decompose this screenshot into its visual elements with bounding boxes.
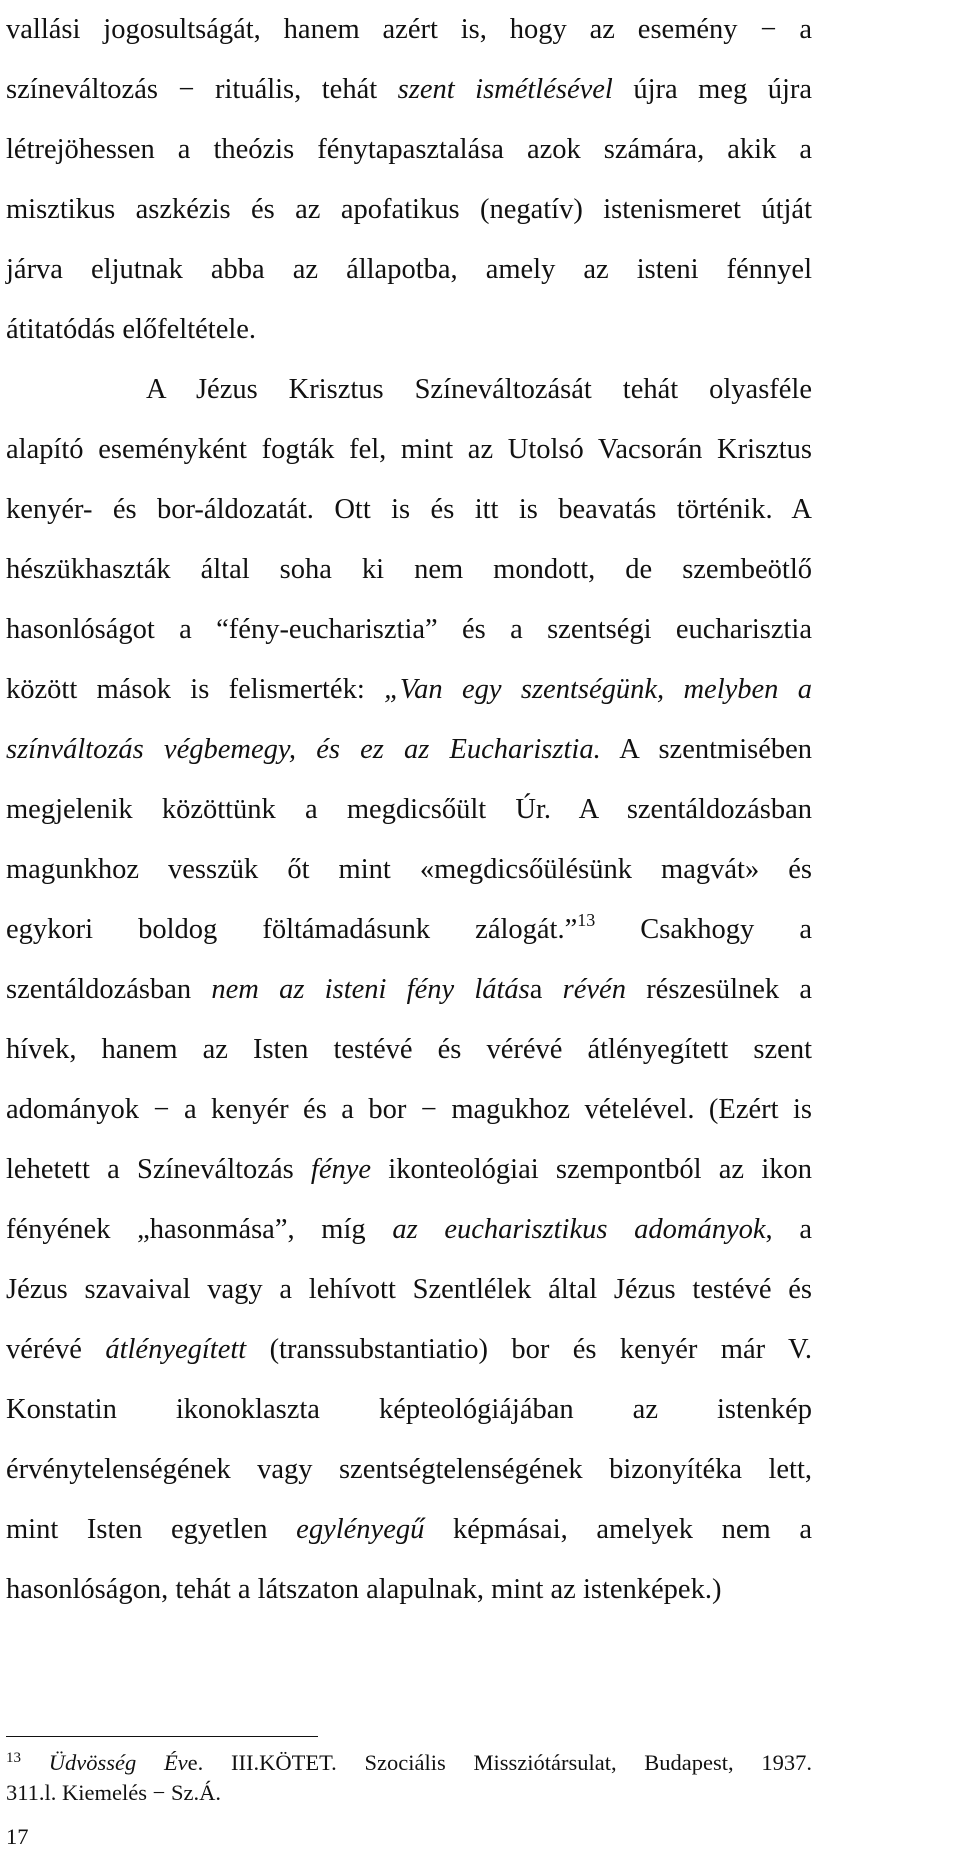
text-line xyxy=(6,780,812,840)
page-number: 17 xyxy=(6,1824,29,1849)
italic-text-run: Üdvösség Év xyxy=(48,1750,188,1775)
footnote-separator xyxy=(6,1736,318,1737)
text-run: ikonteológiai szempontból az ikon xyxy=(371,1154,812,1185)
text-run: részesülnek a xyxy=(625,974,813,1005)
text-run: járva eljutnak abba az állapotba, amely az isteni fénnyel xyxy=(6,254,812,285)
text-run: kenyér- és bor-áldozatát. Ott is és itt is beavatás történik. A xyxy=(6,494,812,525)
text-run: hasonlóságot a “fény-eucharisztia” és a szentségi eucharisztia xyxy=(6,614,812,645)
text-line xyxy=(146,360,812,420)
italic-text-run: szent ismétlésével xyxy=(397,74,613,105)
text-run: képmásai, amelyek nem a xyxy=(424,1514,812,1545)
text-run: Csakhogy a xyxy=(595,914,812,945)
text-run: megjelenik közöttünk a megdicsőült Úr. A szentáldozásban xyxy=(6,794,812,825)
text-run: A Jézus Krisztus Színeváltozását tehát olyasféle xyxy=(146,374,812,405)
italic-text-run: egylényegű xyxy=(296,1514,425,1545)
text-line xyxy=(6,1500,812,1560)
italic-text-run: révén xyxy=(562,974,626,1005)
text-run: a xyxy=(529,974,563,1005)
text-run: érvénytelenségének vagy szentségtelenségének bizonyítéka lett, xyxy=(6,1454,812,1485)
text-line xyxy=(6,720,812,780)
text-line xyxy=(6,1440,812,1500)
text-run: magunkhoz vesszük őt mint «megdicsőülésünk magvát» és xyxy=(6,854,812,885)
text-run: e. III.KÖTET. Szociális Missziótársulat, Budapest, 1937. xyxy=(187,1750,813,1775)
italic-text-run: átlényegített xyxy=(105,1334,247,1365)
text-run: vallási jogosultságát, hanem azért is, hogy az esemény − a xyxy=(6,14,812,45)
text-line xyxy=(6,0,812,60)
text-line xyxy=(6,240,812,300)
text-line xyxy=(6,660,812,720)
text-run: adományok − a kenyér és a bor − magukhoz vételével. (Ezért is xyxy=(6,1094,812,1125)
text-line xyxy=(6,1020,812,1080)
text-run: mint Isten egyetlen xyxy=(6,1514,297,1545)
text-run: vérévé xyxy=(6,1334,106,1365)
text-run: színeváltozás − rituális, tehát xyxy=(6,74,398,105)
text-line xyxy=(6,300,812,360)
italic-text-run: színváltozás végbemegy, és ez az Eucharisztia. xyxy=(6,734,601,765)
footnote-reference: 13 xyxy=(577,910,596,930)
italic-text-run: nem az isteni fény látás xyxy=(211,974,530,1005)
text-run: Konstatin ikonoklaszta képteológiájában az istenkép xyxy=(6,1394,812,1425)
text-line xyxy=(6,1140,812,1200)
text-run: Jézus szavaival vagy a lehívott Szentlélek által Jézus testévé és xyxy=(6,1274,812,1305)
text-run: alapító eseményként fogták fel, mint az Utolsó Vacsorán Krisztus xyxy=(6,434,812,465)
italic-text-run: „Van egy szentségünk, melyben a xyxy=(384,674,812,705)
text-run xyxy=(21,1750,49,1775)
text-line xyxy=(6,1260,812,1320)
text-line xyxy=(6,900,812,960)
text-run: hívek, hanem az Isten testévé és vérévé átlényegített szent xyxy=(6,1034,812,1065)
text-run: szentáldozásban xyxy=(6,974,212,1005)
text-run: egykori boldog föltámadásunk zálogát.” xyxy=(6,914,578,945)
footnote-reference: 13 xyxy=(6,1750,21,1766)
text-line xyxy=(6,120,812,180)
text-run: hasonlóságon, tehát a látszaton alapulnak, mint az istenképek.) xyxy=(6,1574,722,1605)
text-line xyxy=(6,960,812,1020)
text-line xyxy=(6,480,812,540)
footnote-line xyxy=(6,1748,812,1778)
text-line xyxy=(6,180,812,240)
text-run: között mások is felismerték: xyxy=(6,674,385,705)
text-line xyxy=(6,60,812,120)
text-run: létrejöhessen a theózis fénytapasztalása azok számára, akik a xyxy=(6,134,812,165)
text-line xyxy=(6,840,812,900)
text-run: újra meg újra xyxy=(612,74,813,105)
text-run: A szentmisében xyxy=(600,734,812,765)
text-run: (transsubstantiatio) bor és kenyér már V. xyxy=(246,1334,812,1365)
text-run: misztikus aszkézis és az apofatikus (negatív) istenismeret útját xyxy=(6,194,812,225)
italic-text-run: fénye xyxy=(310,1154,372,1185)
footnote-line xyxy=(6,1778,812,1808)
text-line xyxy=(6,600,812,660)
text-line xyxy=(6,540,812,600)
text-line xyxy=(6,1380,812,1440)
text-run: 311.l. Kiemelés − Sz.Á. xyxy=(6,1780,221,1805)
italic-text-run: az eucharisztikus adományok xyxy=(392,1214,766,1245)
text-line xyxy=(6,1320,812,1380)
text-run: fényének „hasonmása”, míg xyxy=(6,1214,393,1245)
text-run: hészükhaszták által soha ki nem mondott, de szembeötlő xyxy=(6,554,812,585)
text-line xyxy=(6,1080,812,1140)
text-line xyxy=(6,1560,812,1620)
text-line xyxy=(6,1200,812,1260)
text-run: lehetett a Színeváltozás xyxy=(6,1154,311,1185)
text-run: átitatódás előfeltétele. xyxy=(6,314,257,345)
text-line xyxy=(6,420,812,480)
text-run: , a xyxy=(765,1214,813,1245)
